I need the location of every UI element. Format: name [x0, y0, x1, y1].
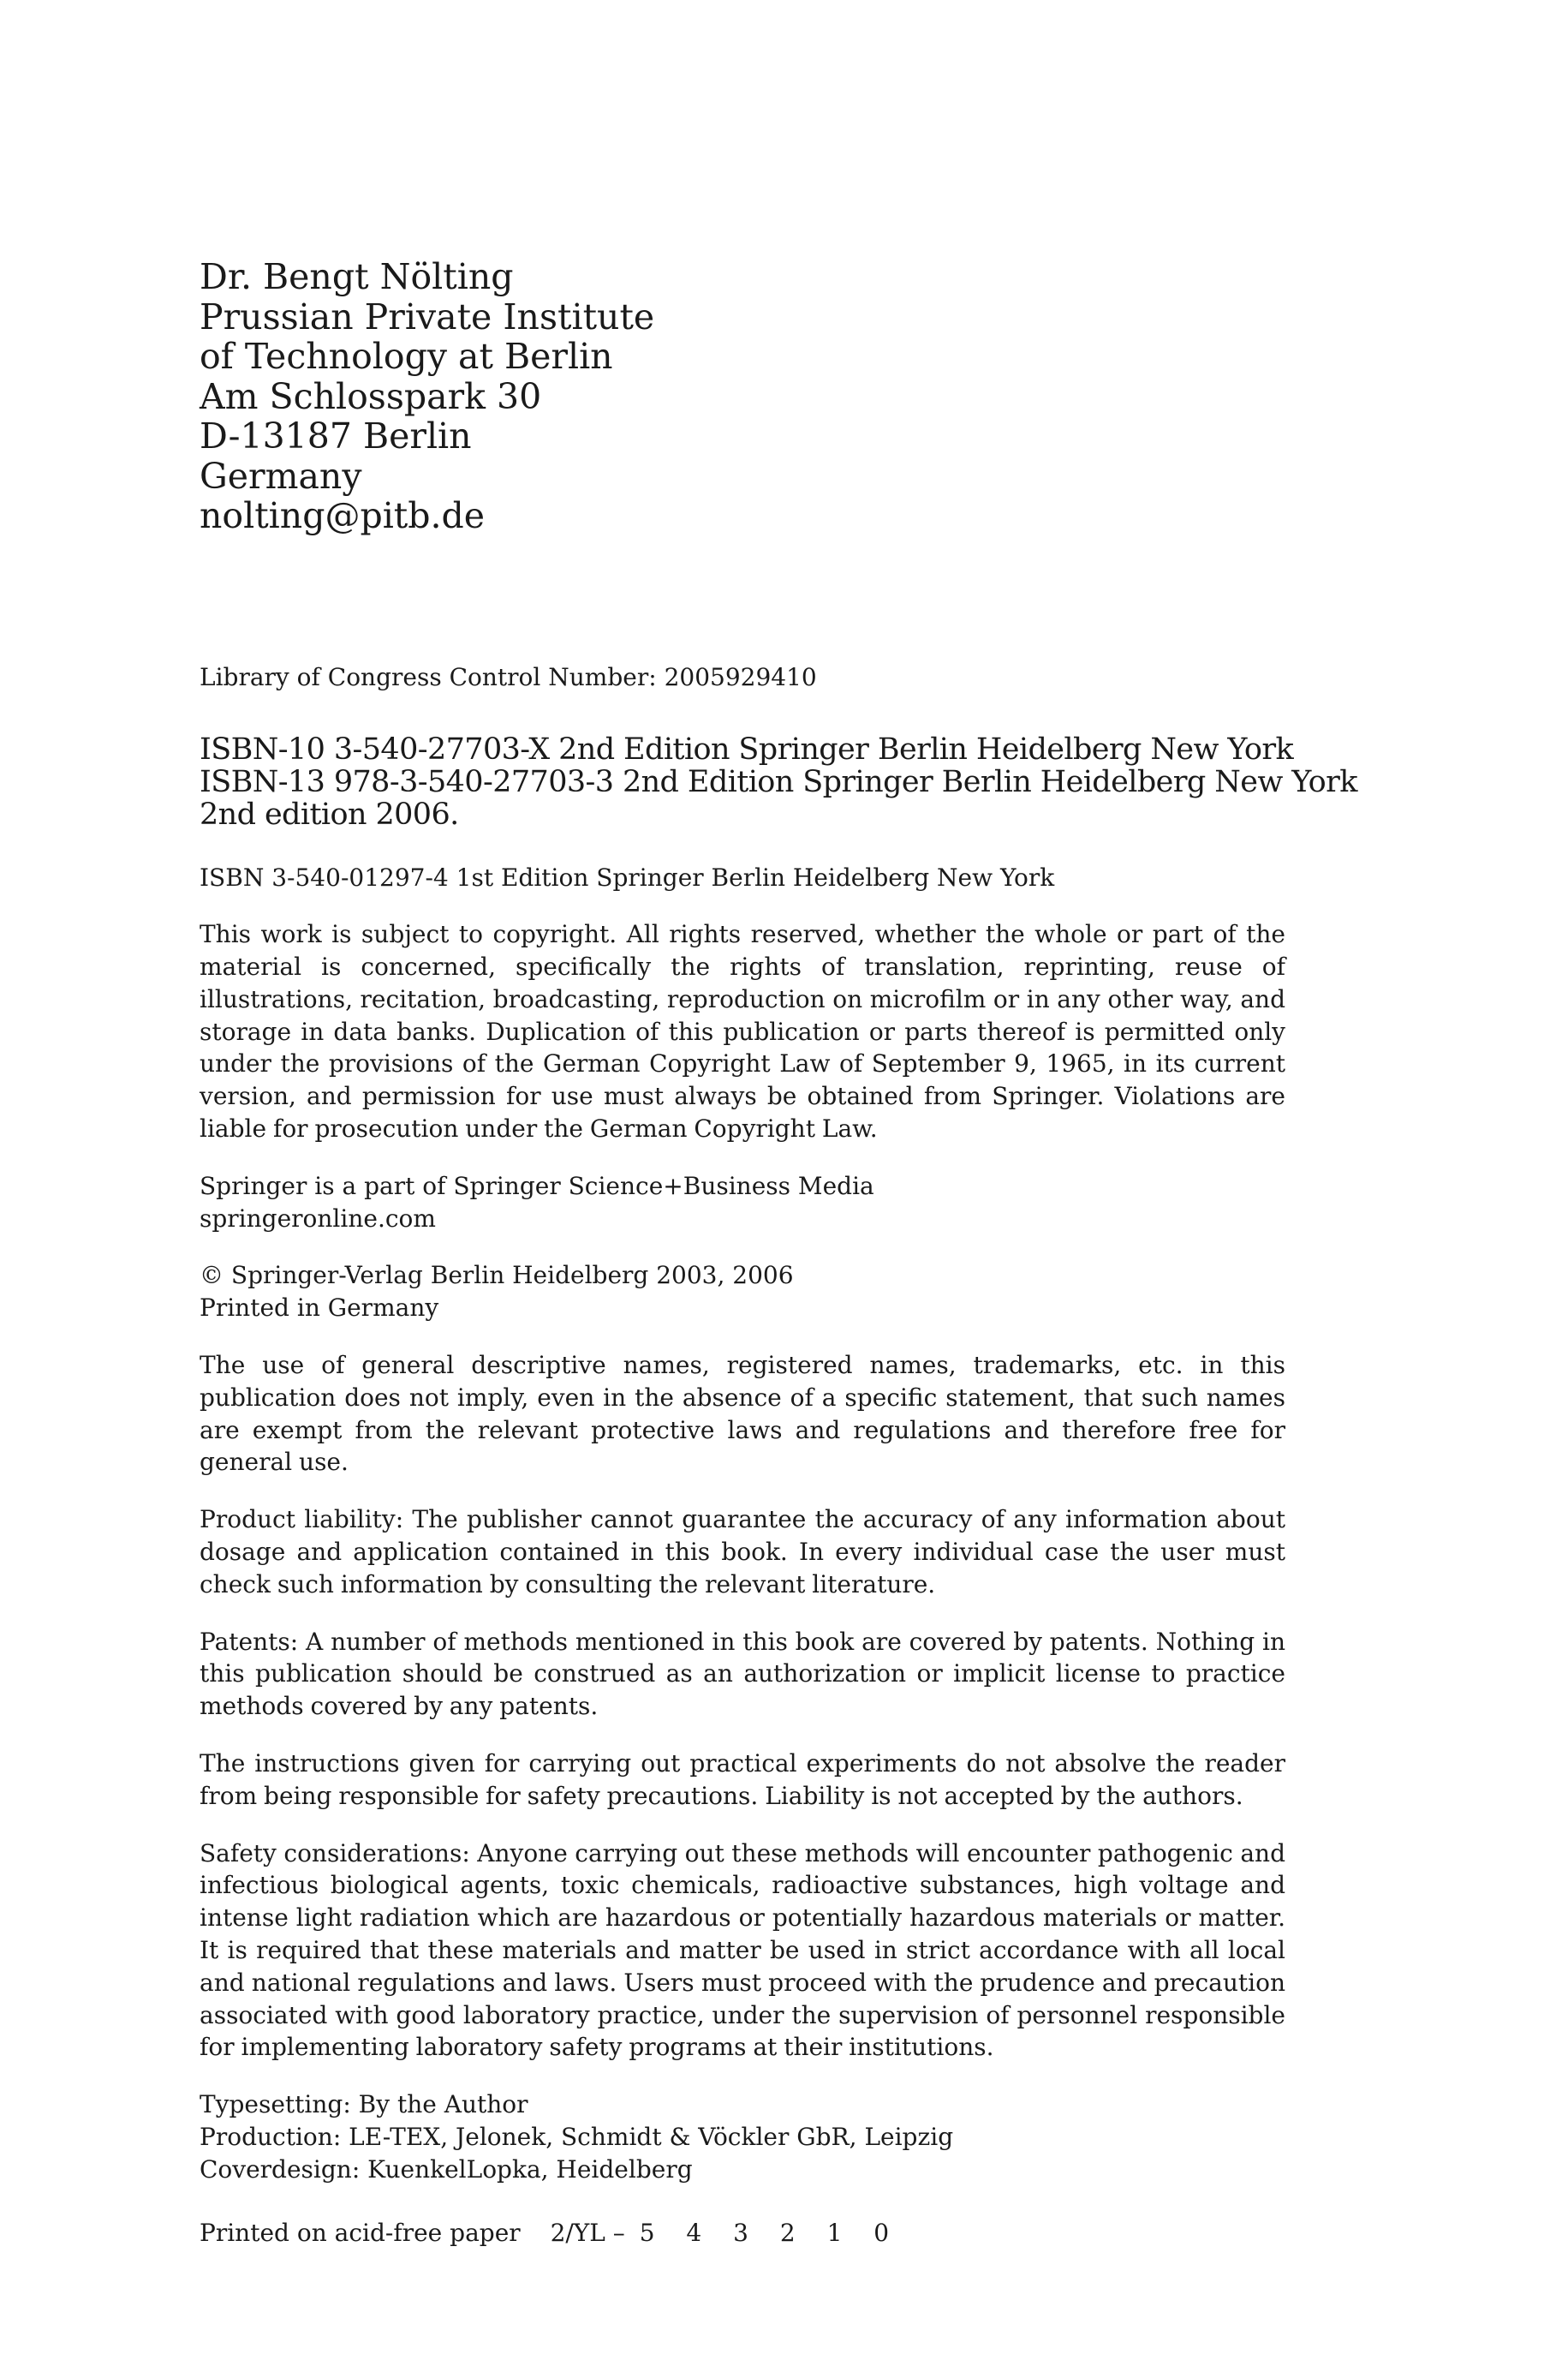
isbn-10: ISBN-10 3-540-27703-X 2nd Edition Springer Berlin Heidelberg New York	[200, 732, 1294, 767]
edition: 2nd edition 2006.	[200, 797, 459, 832]
author-email: nolting@pitb.de	[200, 495, 486, 536]
liability-notice: Product liability: The publisher cannot guarantee the accuracy of any information about dosage and application contained in this book. In every individual case the user must check such information by consulting the relevant literature.	[200, 1505, 1285, 1598]
coverdesign: Coverdesign: KuenkelLopka, Heidelberg	[200, 2154, 693, 2184]
paper-note: Printed on acid-free paper	[200, 2218, 521, 2247]
print-numbers: 5 4 3 2 1 0	[639, 2218, 902, 2247]
isbn-block	[200, 732, 1357, 832]
copyright-line: © Springer-Verlag Berlin Heidelberg 2003, 2006	[200, 1261, 794, 1290]
credits	[200, 2088, 1285, 2185]
isbn-13: ISBN-13 978-3-540-27703-3 2nd Edition Springer Berlin Heidelberg New York	[200, 764, 1357, 799]
author-address	[200, 257, 1285, 536]
springer-line-1: Springer is a part of Springer Science+Business Media	[200, 1171, 874, 1200]
springer-website: springeronline.com	[200, 1204, 436, 1233]
safety-notice: Safety considerations: Anyone carrying out these methods will encounter pathogenic and infectious biological agents, toxic chemicals, radioactive substances, high voltage and intense light radiation which are hazardous or potentially hazardous materials or matter. It is required that these materials and matter be used in strict accordance with all local and national regulations and laws. Users must proceed with the prudence and precaution associated with good laboratory practice, under the supervision of personnel responsible for implementing laboratory safety programs at their institutions.	[200, 1838, 1285, 2062]
instructions-notice: The instructions given for carrying out practical experiments do not absolve the reader from being responsible for safety precautions. Liability is not accepted by the authors.	[200, 1749, 1285, 1810]
institute-line-2: of Technology at Berlin	[200, 336, 613, 377]
print-code: 2/YL –	[550, 2218, 625, 2247]
street: Am Schlosspark 30	[200, 375, 542, 417]
isbn-first-edition: ISBN 3-540-01297-4 1st Edition Springer Berlin Heidelberg New York	[200, 863, 1055, 892]
copyright-notice: This work is subject to copyright. All rights reserved, whether the whole or part of the material is concerned, specifically the rights of translation, reprinting, reuse of illustrations, recitation, broadcasting, reproduction on microfilm or in any other way, and storage in data banks. Duplication of this publication or parts thereof is permitted only under the provisions of the German Copyright Law of September 9, 1965, in its current version, and permission for use must always be obtained from Springer. Violations are liable for prosecution under the German Copyright Law.	[200, 920, 1285, 1144]
institute-line-1: Prussian Private Institute	[200, 296, 655, 338]
country: Germany	[200, 455, 362, 497]
copyright-page	[200, 256, 1357, 2249]
springer-info	[200, 1170, 1285, 1235]
patents-notice: Patents: A number of methods mentioned in this book are covered by patents. Nothing in this publication should be construed as an authorization or implicit license to practice methods covered by any patents.	[200, 1627, 1285, 1721]
lccn: Library of Congress Control Number: 2005929410	[200, 662, 817, 691]
typesetting: Typesetting: By the Author	[200, 2090, 528, 2119]
publisher-copyright	[200, 1259, 1285, 1324]
author-name: Dr. Bengt Nölting	[200, 256, 514, 297]
trademarks-notice: The use of general descriptive names, registered names, trademarks, etc. in this publication does not imply, even in the absence of a specific statement, that such names are exempt from the relevant protective laws and regulations and therefore free for general use.	[200, 1351, 1285, 1477]
city: D-13187 Berlin	[200, 415, 472, 457]
printed-in: Printed in Germany	[200, 1294, 439, 1323]
production: Production: LE-TEX, Jelonek, Schmidt & Vöckler GbR, Leipzig	[200, 2123, 954, 2151]
printing-line	[200, 2217, 1285, 2250]
